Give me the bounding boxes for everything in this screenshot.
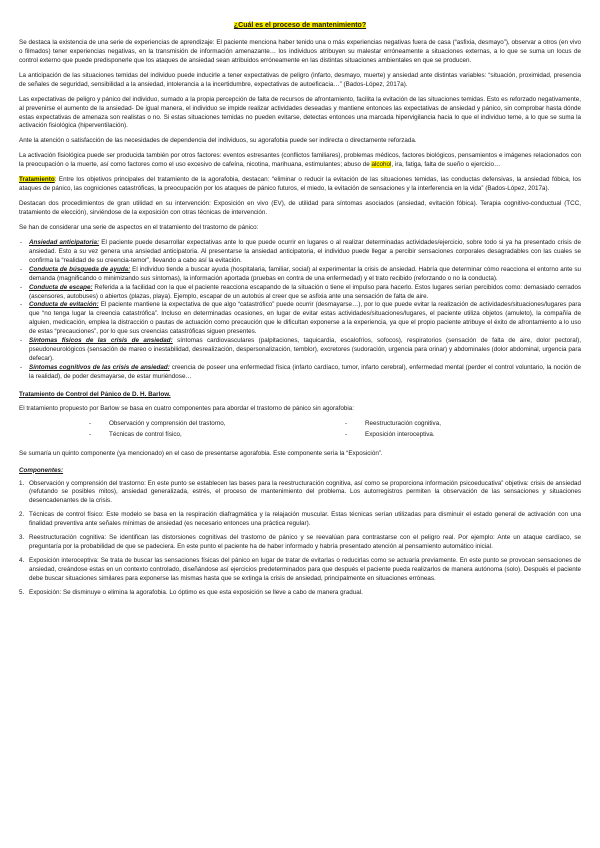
list-item	[19, 589, 581, 598]
components-grid	[19, 420, 581, 440]
list-item	[19, 337, 581, 364]
aspect-label: Ansiedad anticipatoria:	[29, 238, 100, 246]
activation-text-b: , ira, fatiga, falta de sueño o ejercicio…	[391, 161, 501, 169]
aspect-text: síntomas cardiovasculares (palpitaciones, taquicardia, escalofríos, sofocos), respiratorios (sensación de falta de aire, dolor pectoral), pseudoneurológicos (sensación de mareo o inestabilidad, desrealización, despersonalización, temblor), excretores (sudoración, urgencia para orinar) y abdominales (dolor abdominal, urgencia para defecar).	[29, 337, 581, 363]
list-item	[19, 266, 581, 284]
alcohol-highlight: alcohol	[371, 161, 392, 169]
aspect-text: El paciente puede desarrollar expectativas ante lo que puede ocurrir en lugares o al realizar determinadas actividades/ejercicio, sobre todo si ya ha presentado crisis de ansiedad. Esto a su vez genera una ansiedad anticipatoria. Al presentarse la ansiedad anticipatoria, el individuo puede llegar a percibir sensaciones corporales desagradables con las cuales se confirma la “realidad de su creencia-temor”, llevando a cabo así la evitación.	[29, 238, 581, 264]
title-text: ¿Cuál es el proceso de mantenimiento?	[233, 22, 367, 29]
aspect-text: Referida a la facilidad con la que el paciente reacciona escapando de la situación o tiene el impulso para hacerlo. Estos lugares serían percibidos como: demasiado cerrados (ascensores, autobuses) o abiertos (plazas, playa). Ejemplo, escapar de un autobús al creer que se asfixia ante una sensación de falta de aire.	[29, 283, 581, 300]
treatment-text: : Entre los objetivos principales del tratamiento de la agorafobia, destacan: “eliminar o reducir la evitación de las situaciones temidas, las conductas defensivas, la ansiedad fóbica, los ataques de pánico, las cogniciones catastróficas, la preocupación por los ataques de pánico futuros, el miedo, la evitación de sensaciones y la interferencia en la vida” (Bados-López, 2017a).	[19, 176, 581, 193]
item-text: Reestructuración cognitiva: Se identifican las distorsiones cognitivas del trastorno de pánico y se reevalúan para contrastarse con el peligro real. Por ejemplo: Ante un ataque cardíaco, se preguntaría por la probabilidad de que se padeciera. En este punto el paciente ha de haber informado y habría presentado atención al pensamiento automático inicial.	[29, 534, 581, 551]
paragraph-expectations: Las expectativas de peligro y pánico del individuo, sumado a la propia percepción de falta de recursos de afrontamiento, facilita la evitación de las situaciones temidas. Esto es reforzado negativamente, al prevenirse el aumento de la ansiedad- De igual manera, el individuo se impide realizar actividades deseadas y mantiene entonces las expectativas de ansiedad y pánico, sin comprobar hasta dónde estas expectativas de amenaza son realistas o no. Si estas situaciones temidas no pueden evitarse, detectas entonces una marcada hipervigilancia hacia lo que el individuo teme, a lo que se suma la activación fisiológica (hiperventilación).	[19, 95, 581, 130]
item-number: 4.	[19, 557, 25, 565]
list-item	[19, 364, 581, 382]
paragraph-learning-experiences: Se destaca la existencia de una serie de experiencias de aprendizaje: El paciente menciona haber tenido una o más experiencias negativas fuera de casa (“asfixia, desmayo”), observar a otros (en vivo o filmados) tener experiencias negativas, en la transmisión de información amenazante… los individuos atribuyen su malestar erróneamente a situaciones externas, a lo que se suma un locus de control externo que puede predisponerle que los ataques de ansiedad sean atribuidos erróneamente en las distintas situaciones ambientales en que se producen.	[19, 38, 581, 64]
treatment-label: Tratamiento	[19, 176, 55, 184]
list-item	[19, 534, 581, 552]
aspect-text: El paciente mantiene la expectativa de que algo “catastrófico” puede ocurrir (desmayarse…), por lo que puede evitar la realización de actividades/situaciones/lugares para que “no tenga lugar la creencia catastrófica”. Incluso en determinadas ocasiones, en lugar de evitar estas actividades/situaciones/lugares, el paciente utiliza objetos (amuleto), la compañía de alguien, medicación, emplea la distracción o pautas de actuación como precaución que le dificultan exponerse a la experiencia, ya que el propio paciente atribuye el éxito de afrontamiento a lo uso de estas “precauciones”, por lo que sus creencias catastróficas siguen presentes.	[29, 301, 581, 336]
item-number: 1.	[19, 479, 25, 487]
aspect-label: Conducta de escape:	[29, 283, 93, 291]
paragraph-physiological-activation	[19, 152, 581, 170]
item-number: 3.	[19, 534, 25, 542]
grid-item-interoceptive: - Exposición interoceptiva.	[335, 431, 581, 440]
item-number: 5.	[19, 588, 25, 596]
item-text: Técnicas de control físico: Este modelo se basa en la respiración diafragmática y la relajación muscular. Estas técnicas serían utilizadas para disminuir el estado general de activación con una finalidad preventiva ante señales mínimas de ansiedad (es necesario entonces una práctica regular).	[29, 511, 581, 528]
aspects-list	[19, 239, 581, 382]
paragraph-procedures: Destacan dos procedimientos de gran utilidad en su intervención: Exposición en vivo (EV), de utilidad para síntomas asociados (ansiedad, evitación fóbica). Terapia cognitivo-conductual (TCC, tratamiento de elección), sirviéndose de la exposición con otras técnicas de intervención.	[19, 200, 581, 216]
components-title: Componentes:	[19, 466, 64, 474]
barlow-heading: Tratamiento de Control del Pánico de D. H. Barlow.	[19, 390, 171, 398]
list-item	[19, 284, 581, 302]
list-item	[19, 511, 581, 529]
document-title	[19, 21, 581, 31]
aspect-text: El individuo tiende a buscar ayuda (hospitalaria, familiar, social) al experimentar la crisis de ansiedad. Habría que determinar cómo reacciona el entorno ante su demanda (magnificando o minimizando sus síntomas), la información aportada (pruebas en contra de una enfermedad) y el trato recibido (reforzando o no la conducta).	[29, 265, 582, 282]
grid-item-observation: - Observación y comprensión del trastorno,	[89, 420, 335, 429]
activation-text-a: La activación fisiológica puede ser producida también por otros factores: eventos estresantes (conflictos familiares), problemas médicos, factores biológicos, pensamientos e imágenes relacionados con la preocupación o la muerte, así como factores como el uso excesivo de cafeína, nicotina, marihuana, estimulantes; abuso de	[19, 152, 581, 169]
item-text: Exposición interoceptiva: Se trata de buscar las sensaciones físicas del pánico en lugar de tratar de evitarlas o reducirlas como se actuaría previamente. En este punto se provocan sensaciones de ansiedad, creándose estas en un contexto controlado, diseñándose así ejercicios predeterminados para que después el paciente pueda realizarlos de manera autónoma (solo). Después el paciente debe buscar situaciones similares para exponerse las mismas hasta que se extinga la crisis de ansiedad, principalmente en situaciones erróneas.	[29, 557, 581, 582]
grid-item-restructuring: - Reestructuración cognitiva,	[335, 420, 581, 429]
aspect-text: creencia de poseer una enfermedad física (infarto cardíaco, tumor, infarto cerebral), enfermedad mental (perder el control voluntario, la noción de la realidad), de poder desmayarse, de estar muriéndose…	[29, 364, 581, 380]
grid-item-physical-control: - Técnicas de control físico,	[89, 431, 335, 440]
list-item	[19, 239, 581, 266]
list-item	[19, 557, 581, 584]
paragraph-aspects-intro: Se han de considerar una serie de aspectos en el tratamiento del trastorno de pánico:	[19, 223, 259, 231]
aspect-label: Conducta de búsqueda de ayuda:	[29, 265, 131, 273]
fifth-component-note: Se sumaría un quinto componente (ya mencionado) en el caso de presentarse agorafobia. Este componente sería la “Exposición”.	[19, 449, 383, 457]
components-list	[19, 480, 581, 598]
item-text: Observación y comprensión del trastorno: En este punto se establecen las bases para la reestructuración cognitiva, así como se proporciona información psicoeducativa” objetiva: crisis de ansiedad (refutando se posibles mitos), ansiedad generalizada, estrés, el proceso de mantenimiento del problema. Los autorregistros permiten la observación de las sensaciones y situaciones desencadenantes de la crisis.	[29, 479, 581, 505]
aspect-label: Síntomas físicos de las crisis de ansiedad:	[29, 337, 173, 345]
aspect-label: Síntomas cognitivos de las crisis de ansiedad:	[29, 364, 170, 371]
paragraph-treatment	[19, 176, 581, 194]
paragraph-dependency: Ante la atención o satisfacción de las necesidades de dependencia del individuos, su agorafobia puede ser indirecta o directamente reforzada.	[19, 137, 417, 145]
barlow-intro: El tratamiento propuesto por Barlow se basa en cuatro componentes para abordar el trastorno de pánico sin agorafobia:	[19, 404, 354, 412]
item-number: 2.	[19, 511, 25, 519]
list-item	[19, 301, 581, 337]
paragraph-anticipation: La anticipación de las situaciones temidas del individuo puede inducirle a tener expectativas de peligro (infarto, desmayo, muerte) y ansiedad ante distintas variables: “situación, proximidad, presencia de señales de seguridad, sensibilidad a la ansiedad, intolerancia a la incertidumbre, expectativas de autoeficacia…” (Bados-López, 2017a).	[19, 71, 581, 88]
list-item	[19, 480, 581, 507]
item-text: Exposición: Se disminuye o elimina la agorafobia. Lo óptimo es que esta exposición se lleve a cabo de manera gradual.	[29, 588, 363, 596]
aspect-label: Conducta de evitación:	[29, 301, 99, 309]
